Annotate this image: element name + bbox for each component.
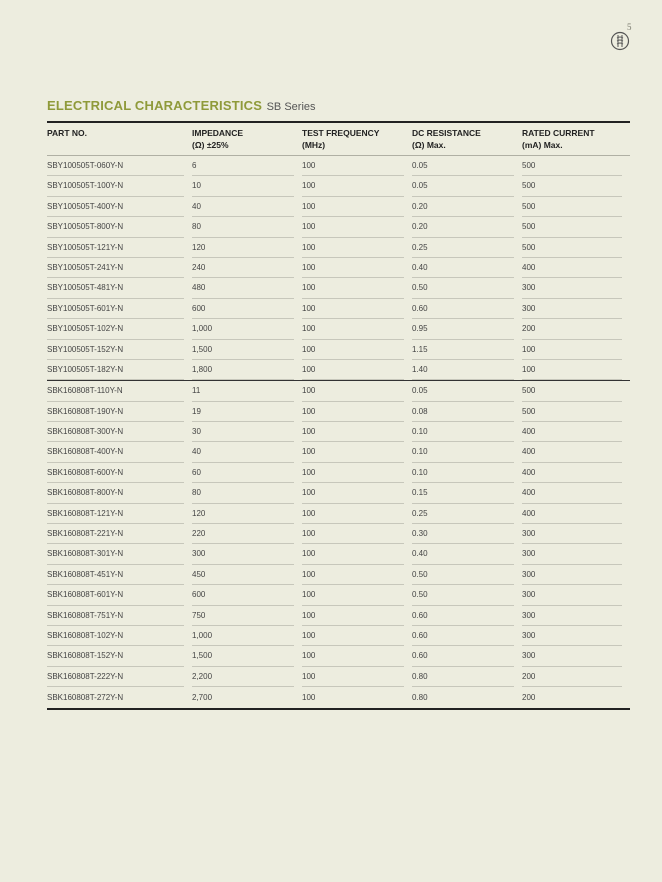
cell-test-frequency: 100 [302, 258, 412, 278]
cell-impedance: 480 [192, 278, 302, 298]
cell-impedance: 600 [192, 299, 302, 319]
cell-dc-resistance: 0.25 [412, 238, 522, 258]
table-body [47, 156, 630, 709]
column-header-label: RATED CURRENT [522, 128, 595, 138]
table-row [47, 381, 630, 402]
cell-part-no: SBK160808T-221Y-N [47, 524, 192, 544]
cell-test-frequency: 100 [302, 360, 412, 381]
column-header-test-frequency [302, 122, 412, 156]
table-row [47, 687, 630, 708]
cell-impedance: 80 [192, 217, 302, 237]
column-header-label: TEST FREQUENCY [302, 128, 380, 138]
cell-rated-current: 500 [522, 217, 630, 237]
page-number: 5 [627, 22, 632, 32]
cell-test-frequency: 100 [302, 422, 412, 442]
cell-impedance: 120 [192, 504, 302, 524]
cell-rated-current: 200 [522, 319, 630, 339]
cell-test-frequency: 100 [302, 626, 412, 646]
cell-impedance: 80 [192, 483, 302, 503]
column-header-impedance [192, 122, 302, 156]
cell-test-frequency: 100 [302, 299, 412, 319]
cell-test-frequency: 100 [302, 565, 412, 585]
cell-part-no: SBK160808T-800Y-N [47, 483, 192, 503]
column-header-unit: (Ω) ±25% [192, 140, 229, 150]
table-row [47, 176, 630, 196]
cell-part-no: SBY100505T-121Y-N [47, 238, 192, 258]
table-row [47, 463, 630, 483]
cell-test-frequency: 100 [302, 238, 412, 258]
table-row [47, 565, 630, 585]
cell-impedance: 750 [192, 606, 302, 626]
table-row [47, 422, 630, 442]
cell-dc-resistance: 0.80 [412, 692, 428, 702]
table-row [47, 646, 630, 666]
cell-part-no: SBK160808T-121Y-N [47, 504, 192, 524]
cell-test-frequency: 100 [302, 217, 412, 237]
cell-rated-current: 300 [522, 299, 630, 319]
cell-impedance: 40 [192, 442, 302, 462]
cell-rated-current: 400 [522, 422, 630, 442]
table-row [47, 606, 630, 626]
cell-impedance: 2,200 [192, 667, 302, 687]
table-row [47, 360, 630, 381]
cell-test-frequency: 100 [302, 176, 412, 196]
cell-rated-current: 400 [522, 483, 630, 503]
title-main: ELECTRICAL CHARACTERISTICS [47, 98, 263, 113]
cell-impedance: 2,700 [192, 692, 213, 702]
table-row [47, 340, 630, 360]
cell-part-no: SBK160808T-300Y-N [47, 422, 192, 442]
cell-dc-resistance: 0.50 [412, 585, 522, 605]
cell-dc-resistance: 0.05 [412, 176, 522, 196]
cell-test-frequency: 100 [302, 483, 412, 503]
cell-test-frequency: 100 [302, 340, 412, 360]
cell-impedance: 120 [192, 238, 302, 258]
table-row [47, 524, 630, 544]
cell-impedance: 300 [192, 544, 302, 564]
cell-impedance: 1,000 [192, 626, 302, 646]
cell-rated-current: 300 [522, 544, 630, 564]
cell-dc-resistance: 0.10 [412, 422, 522, 442]
cell-test-frequency: 100 [302, 463, 412, 483]
cell-impedance: 11 [192, 381, 302, 402]
cell-dc-resistance: 0.80 [412, 667, 522, 687]
cell-impedance: 30 [192, 422, 302, 442]
cell-dc-resistance: 0.40 [412, 258, 522, 278]
cell-impedance: 60 [192, 463, 302, 483]
column-header-rated-current [522, 122, 630, 156]
cell-rated-current: 500 [522, 176, 630, 196]
cell-rated-current: 400 [522, 442, 630, 462]
cell-dc-resistance: 0.05 [412, 156, 522, 177]
cell-dc-resistance: 0.60 [412, 646, 522, 666]
table-header-row [47, 122, 630, 156]
table-row [47, 483, 630, 503]
cell-test-frequency: 100 [302, 156, 412, 177]
cell-dc-resistance: 0.05 [412, 381, 522, 402]
cell-rated-current: 300 [522, 565, 630, 585]
column-header-unit: (Ω) Max. [412, 140, 446, 150]
cell-impedance: 40 [192, 197, 302, 217]
cell-dc-resistance: 0.60 [412, 606, 522, 626]
cell-impedance: 6 [192, 156, 302, 177]
cell-rated-current: 200 [522, 692, 536, 702]
cell-rated-current: 500 [522, 156, 630, 177]
cell-dc-resistance: 0.30 [412, 524, 522, 544]
cell-rated-current: 300 [522, 646, 630, 666]
column-header-dc-resistance [412, 122, 522, 156]
cell-rated-current: 400 [522, 258, 630, 278]
cell-part-no: SBK160808T-272Y-N [47, 692, 124, 702]
cell-dc-resistance: 0.10 [412, 442, 522, 462]
table-row [47, 299, 630, 319]
cell-part-no: SBK160808T-190Y-N [47, 402, 192, 422]
table-row [47, 442, 630, 462]
column-header-label: IMPEDANCE [192, 128, 244, 138]
cell-part-no: SBY100505T-102Y-N [47, 319, 192, 339]
title-series: SB Series [266, 101, 316, 113]
cell-test-frequency: 100 [302, 667, 412, 687]
cell-test-frequency: 100 [302, 442, 412, 462]
cell-part-no: SBK160808T-152Y-N [47, 646, 192, 666]
cell-part-no: SBK160808T-451Y-N [47, 565, 192, 585]
cell-impedance: 1,000 [192, 319, 302, 339]
cell-rated-current: 500 [522, 238, 630, 258]
cell-dc-resistance: 0.20 [412, 217, 522, 237]
cell-dc-resistance: 0.95 [412, 319, 522, 339]
column-header-unit: (MHz) [302, 140, 326, 150]
cell-part-no: SBK160808T-102Y-N [47, 626, 192, 646]
cell-impedance: 600 [192, 585, 302, 605]
cell-rated-current: 300 [522, 524, 630, 544]
cell-part-no: SBY100505T-100Y-N [47, 176, 192, 196]
cell-part-no: SBK160808T-301Y-N [47, 544, 192, 564]
cell-test-frequency: 100 [302, 692, 316, 702]
cell-dc-resistance: 0.60 [412, 299, 522, 319]
cell-rated-current: 200 [522, 667, 630, 687]
section-title [47, 97, 316, 115]
cell-impedance: 1,800 [192, 360, 302, 381]
cell-rated-current: 500 [522, 402, 630, 422]
cell-part-no: SBK160808T-600Y-N [47, 463, 192, 483]
cell-dc-resistance: 1.15 [412, 340, 522, 360]
column-header-part-no [47, 122, 192, 156]
cell-part-no: SBK160808T-222Y-N [47, 667, 192, 687]
table-row [47, 258, 630, 278]
cell-test-frequency: 100 [302, 402, 412, 422]
cell-dc-resistance: 0.50 [412, 565, 522, 585]
cell-part-no: SBY100505T-152Y-N [47, 340, 192, 360]
cell-part-no: SBY100505T-241Y-N [47, 258, 192, 278]
table-row [47, 217, 630, 237]
cell-part-no: SBK160808T-751Y-N [47, 606, 192, 626]
cell-rated-current: 400 [522, 463, 630, 483]
table-row [47, 156, 630, 177]
cell-impedance: 1,500 [192, 340, 302, 360]
cell-dc-resistance: 0.20 [412, 197, 522, 217]
column-header-label: PART NO. [47, 128, 87, 138]
cell-test-frequency: 100 [302, 606, 412, 626]
cell-rated-current: 100 [522, 360, 630, 381]
cell-part-no: SBY100505T-182Y-N [47, 360, 192, 381]
cell-test-frequency: 100 [302, 585, 412, 605]
cell-rated-current: 500 [522, 381, 630, 402]
cell-dc-resistance: 0.10 [412, 463, 522, 483]
cell-test-frequency: 100 [302, 381, 412, 402]
cell-part-no: SBY100505T-800Y-N [47, 217, 192, 237]
cell-test-frequency: 100 [302, 278, 412, 298]
cell-impedance: 240 [192, 258, 302, 278]
cell-part-no: SBK160808T-400Y-N [47, 442, 192, 462]
cell-dc-resistance: 0.25 [412, 504, 522, 524]
electrical-characteristics-table [47, 121, 630, 710]
cell-dc-resistance: 0.15 [412, 483, 522, 503]
cell-rated-current: 300 [522, 585, 630, 605]
cell-part-no: SBY100505T-481Y-N [47, 278, 192, 298]
column-header-unit: (mA) Max. [522, 140, 563, 150]
cell-rated-current: 300 [522, 278, 630, 298]
cell-rated-current: 300 [522, 606, 630, 626]
table-row [47, 319, 630, 339]
table-row [47, 278, 630, 298]
table-row [47, 402, 630, 422]
cell-part-no: SBY100505T-601Y-N [47, 299, 192, 319]
cell-test-frequency: 100 [302, 197, 412, 217]
cell-test-frequency: 100 [302, 504, 412, 524]
cell-dc-resistance: 0.08 [412, 402, 522, 422]
cell-impedance: 10 [192, 176, 302, 196]
table-row [47, 544, 630, 564]
cell-part-no: SBK160808T-601Y-N [47, 585, 192, 605]
cell-dc-resistance: 1.40 [412, 360, 522, 381]
cell-dc-resistance: 0.60 [412, 626, 522, 646]
cell-rated-current: 500 [522, 197, 630, 217]
cell-impedance: 19 [192, 402, 302, 422]
cell-part-no: SBY100505T-400Y-N [47, 197, 192, 217]
table-row [47, 626, 630, 646]
column-header-label: DC RESISTANCE [412, 128, 481, 138]
cell-rated-current: 300 [522, 626, 630, 646]
cell-test-frequency: 100 [302, 319, 412, 339]
table-row [47, 197, 630, 217]
table-row [47, 238, 630, 258]
inductor-logo-icon [610, 31, 630, 51]
cell-test-frequency: 100 [302, 524, 412, 544]
table-row [47, 585, 630, 605]
cell-impedance: 220 [192, 524, 302, 544]
cell-impedance: 450 [192, 565, 302, 585]
table-row [47, 667, 630, 687]
cell-part-no: SBK160808T-110Y-N [47, 381, 192, 402]
cell-dc-resistance: 0.40 [412, 544, 522, 564]
cell-rated-current: 100 [522, 340, 630, 360]
table-row [47, 504, 630, 524]
cell-impedance: 1,500 [192, 646, 302, 666]
cell-rated-current: 400 [522, 504, 630, 524]
cell-test-frequency: 100 [302, 544, 412, 564]
cell-dc-resistance: 0.50 [412, 278, 522, 298]
cell-part-no: SBY100505T-060Y-N [47, 156, 192, 177]
cell-test-frequency: 100 [302, 646, 412, 666]
